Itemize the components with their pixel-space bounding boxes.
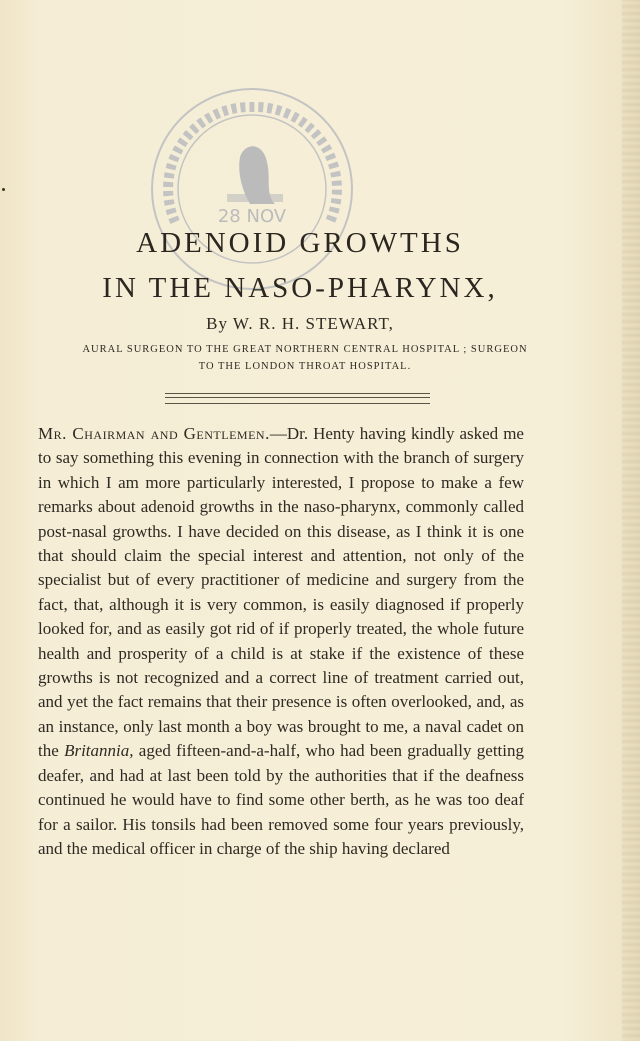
author-affiliation: AURAL SURGEON TO THE GREAT NORTHERN CENTRAL HOSPITAL ; SURGEON TO THE LONDON THROAT HOSPITAL. [82,344,528,372]
body-paragraph [38,422,524,861]
divider-rule-middle [165,397,430,398]
ship-name: Britannia, [64,741,134,761]
salutation: Mr. Chairman and Gentlemen. [38,424,270,443]
stamp-date: 28 NOV [217,206,287,227]
divider-rule-bottom [165,403,430,404]
body-text-part-2: aged fifteen-and-a-half, who had been gradually getting deafer, and had at last been told by the authorities that if the deafness continued he would have to find some other berth, as he was too deaf for a sailor. His tonsils had been removed some four years previously, and the medical officer in charge of the ship having declared [38,741,524,858]
library-stamp [145,82,360,297]
ink-speck [2,188,5,191]
title-line-2: IN THE NASO-PHARYNX, [102,272,498,304]
title-line-1: ADENOID GROWTHS [136,227,464,259]
divider-rule-top [165,393,430,394]
page-edge [622,0,640,1041]
author-byline: By W. R. H. STEWART, [206,314,394,333]
body-text-part-1: —Dr. Henty having kindly asked me to say something this evening in connection with the branch of surgery in which I am more particularly interested, I propose to make a few remarks about adenoid growths in the naso-pharynx, commonly called post-nasal growths. I have decided on this disease, as I think it is one that should claim the special interest and attention, not only of the specialist but of every practitioner of medicine and surgery from the fact, that, although it is very common, is easily diagnosed if properly looked for, and as easily got rid of if properly treated, the whole future health and prosperity of a child is at stake if the existence of these growths is not recognized and a correct line of treatment carried out, and yet the fact remains that their presence is often overlooked, and, as an instance, only last month a boy was brought to me, a naval cadet on the [38,424,524,761]
